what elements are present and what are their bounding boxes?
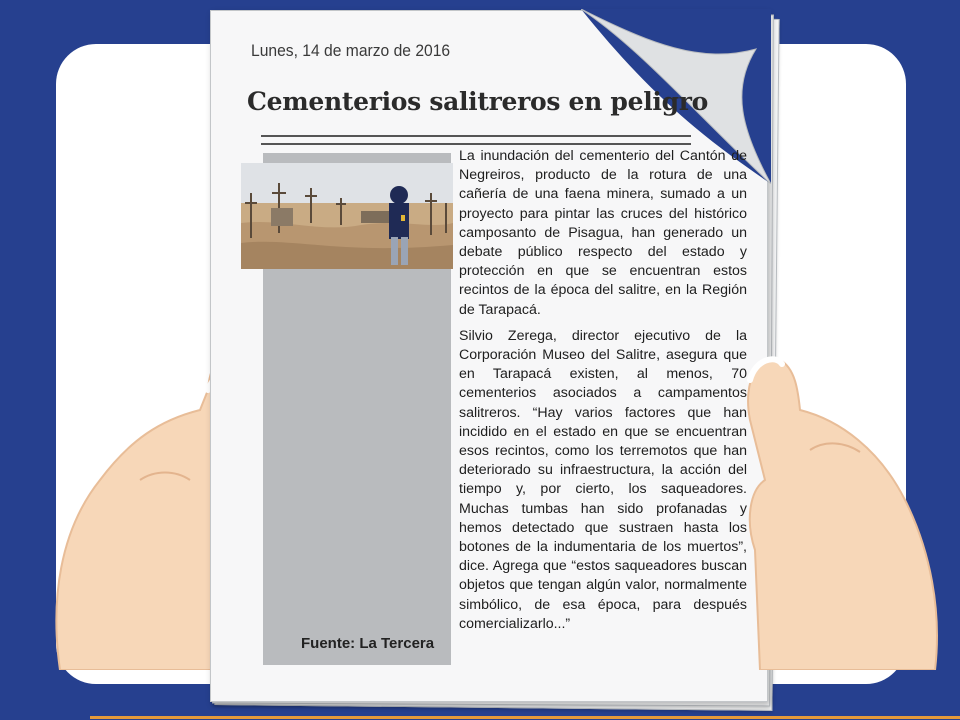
newspaper-page xyxy=(210,10,768,702)
right-hand-icon xyxy=(720,340,950,670)
accent-line xyxy=(90,716,960,719)
publication-date: Lunes, 14 de marzo de 2016 xyxy=(251,41,451,60)
headline-rule-top xyxy=(261,135,691,137)
source-credit: Fuente: La Tercera xyxy=(301,635,435,652)
article-paragraph: Silvio Zerega, director ejecutivo de la Corporación Museo del Salitre, asegura que en Tarapacá existen, al menos, 70 cementerios asociados a campamentos salitreros. “Hay varios factores que han incidido en el estado en que se encuentran esos recintos, como los terremotos que han deteriorado su infraestructura, la acción del tiempo y, por cierto, los saqueadores. Muchas tumbas han sido profanadas y hemos detectado que sustraen hasta los botones de la indumentaria de los muertos”, dice. Agrega que “estos saqueadores buscan objetos que tengan algún valor, normalmente simbólico, de esa época, para después comercializarlo...” xyxy=(459,327,747,632)
cemetery-photo xyxy=(241,163,453,269)
headline: Cementerios salitreros en peligro xyxy=(247,87,709,116)
headline-rule-bottom xyxy=(261,143,691,145)
article-paragraph: La inundación del cementerio del Cantón de Negreiros, producto de la rotura de una cañería de una faena minera, sumado a un proyecto para pintar las cruces del histórico camposanto de Pisagua, han generado un debate público respecto del estado y protección en que se encuentran estos recintos de la época del salitre, en la Región de Tarapacá. xyxy=(459,148,747,318)
article-body xyxy=(459,147,747,641)
